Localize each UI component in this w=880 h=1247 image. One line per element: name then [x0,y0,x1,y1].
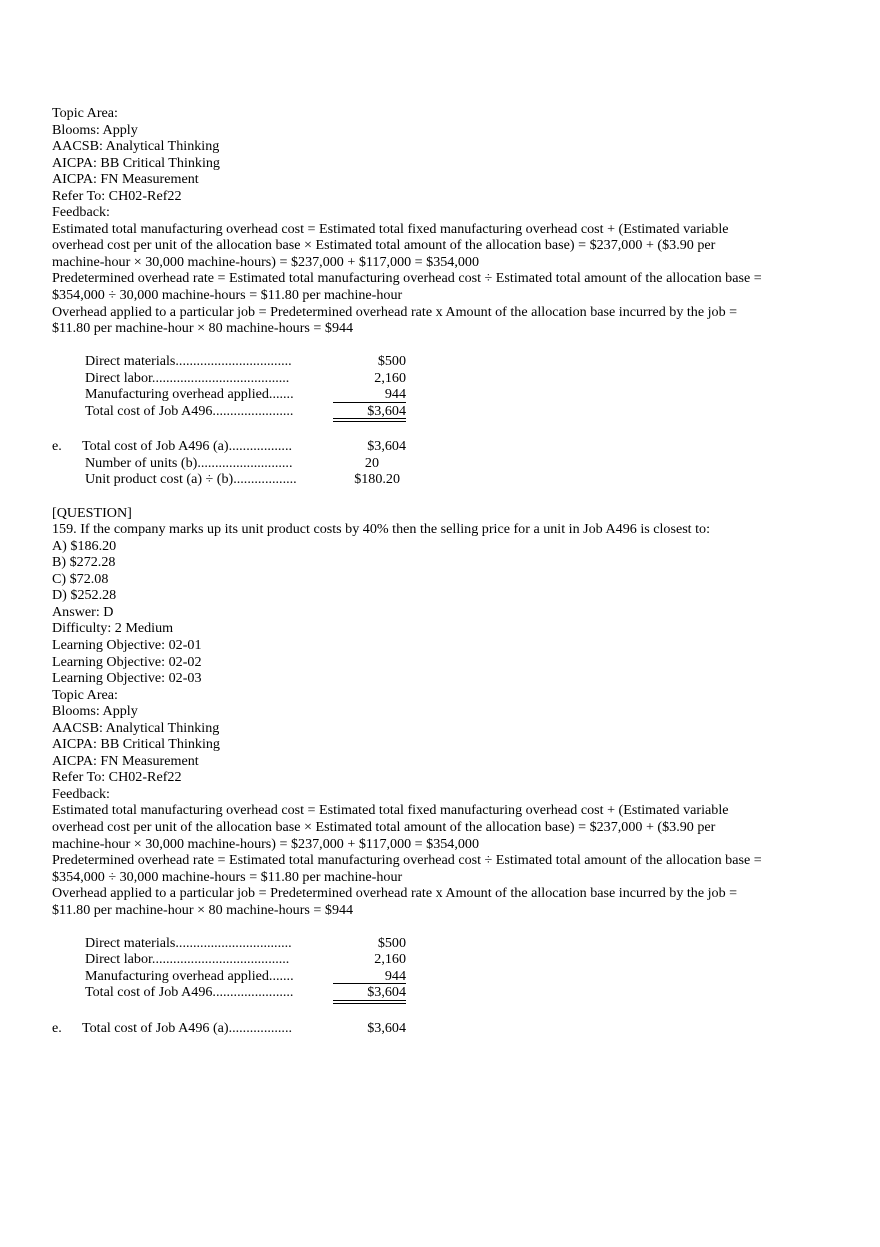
table-row [52,403,842,422]
table-row [52,353,842,370]
table-row [52,370,842,387]
aicpa-fn: AICPA: FN Measurement [52,752,199,769]
feedback-heading: Feedback: [52,204,110,221]
unit-product-cost-label: Unit product cost (a) ÷ (b).................. [85,471,297,488]
option-c: C) $72.08 [52,570,109,587]
option-a: A) $186.20 [52,537,117,554]
overhead-applied-value: 944 [333,386,406,403]
total-cost-value: $3,604 [333,403,406,420]
option-b: B) $272.28 [52,554,116,571]
table-row [52,455,842,472]
option-d: D) $252.28 [52,587,117,604]
table-row [52,984,842,1003]
total-cost-a-value: $3,604 [367,438,406,455]
refer-to: Refer To: CH02-Ref22 [52,187,182,204]
aacsb: AACSB: Analytical Thinking [52,719,220,736]
blooms: Blooms: Apply [52,703,138,720]
learning-objective: Learning Objective: 02-03 [52,670,202,687]
overhead-applied-label: Manufacturing overhead applied....... [85,386,294,403]
learning-objective: Learning Objective: 02-02 [52,653,202,670]
direct-labor-value: 2,160 [374,951,406,968]
question-tag: [QUESTION] [52,504,132,521]
total-cost-label: Total cost of Job A496....................... [85,984,294,1001]
table-row [52,951,842,968]
total-cost-label: Total cost of Job A496....................... [85,402,294,419]
table-row [52,935,842,952]
number-of-units-value: 20 [364,454,379,471]
direct-materials-label: Direct materials................................. [85,353,292,370]
table-row [52,968,842,985]
overhead-applied-value: 944 [333,968,406,985]
topic-area: Topic Area: [52,686,118,703]
total-cost-a-value: $3,604 [367,1019,406,1036]
answer: Answer: D [52,603,114,620]
direct-labor-label: Direct labor....................................... [85,951,290,968]
direct-materials-value: $500 [377,353,406,370]
direct-materials-value: $500 [377,934,406,951]
document-page [52,105,842,1037]
enum-label: e. [52,438,62,455]
total-cost-a-label: Total cost of Job A496 (a).................. [82,1019,293,1036]
feedback-heading: Feedback: [52,785,110,802]
feedback-paragraph-overhead-cost: Estimated total manufacturing overhead cost = Estimated total fixed manufacturing overhead cost + (Estimated variable overhead cost per unit of the allocation base × Estimated total amount of the allocation base) = $237,000 + ($3.90 per machine-hour × 30,000 machine-hours) = $237,000 + $117,000 = $354,000 [52,220,729,270]
table-row [52,386,842,403]
feedback-paragraph-overhead-applied: Overhead applied to a particular job = Predetermined overhead rate x Amount of the allocation base incurred by the job = $11.80 per machine-hour × 80 machine-hours = $944 [52,885,738,918]
feedback-paragraph-overhead-applied: Overhead applied to a particular job = Predetermined overhead rate x Amount of the allocation base incurred by the job = $11.80 per machine-hour × 80 machine-hours = $944 [52,303,738,337]
topic-area: Topic Area: [52,105,118,121]
blooms: Blooms: Apply [52,121,138,138]
direct-materials-label: Direct materials................................. [85,934,292,951]
overhead-applied-label: Manufacturing overhead applied....... [85,967,294,984]
job-cost-table [52,353,842,422]
direct-labor-value: 2,160 [374,369,406,386]
direct-labor-label: Direct labor....................................... [85,369,290,386]
total-cost-value: $3,604 [333,984,406,1001]
unit-product-cost-value: $180.20 [354,471,400,488]
enum-label: e. [52,1019,62,1036]
table-row [52,1020,842,1037]
feedback-paragraph-overhead-cost: Estimated total manufacturing overhead cost = Estimated total fixed manufacturing overhead cost + (Estimated variable overhead cost per unit of the allocation base × Estimated total amount of the allocation base) = $237,000 + ($3.90 per machine-hour × 30,000 machine-hours) = $237,000 + $117,000 = $354,000 [52,802,729,852]
number-of-units-label: Number of units (b)........................... [85,454,293,471]
refer-to: Refer To: CH02-Ref22 [52,769,182,786]
aicpa-bb: AICPA: BB Critical Thinking [52,736,220,753]
question-text: 159. If the company marks up its unit product costs by 40% then the selling price for a unit in Job A496 is closest to: [52,521,711,538]
aicpa-bb: AICPA: BB Critical Thinking [52,154,220,171]
unit-cost-table [52,438,842,488]
difficulty: Difficulty: 2 Medium [52,620,174,637]
unit-cost-table [52,1020,842,1037]
feedback-paragraph-overhead-rate: Predetermined overhead rate = Estimated total manufacturing overhead cost ÷ Estimated total amount of the allocation base = $354,000 ÷ 30,000 machine-hours = $11.80 per machine-hour [52,270,762,304]
job-cost-table [52,935,842,1004]
aacsb: AACSB: Analytical Thinking [52,138,220,155]
total-cost-a-label: Total cost of Job A496 (a).................. [82,438,293,455]
feedback-paragraph-overhead-rate: Predetermined overhead rate = Estimated total manufacturing overhead cost ÷ Estimated total amount of the allocation base = $354,000 ÷ 30,000 machine-hours = $11.80 per machine-hour [52,852,762,885]
table-row [52,438,842,455]
table-row [52,471,842,488]
learning-objective: Learning Objective: 02-01 [52,636,202,653]
aicpa-fn: AICPA: FN Measurement [52,171,199,188]
